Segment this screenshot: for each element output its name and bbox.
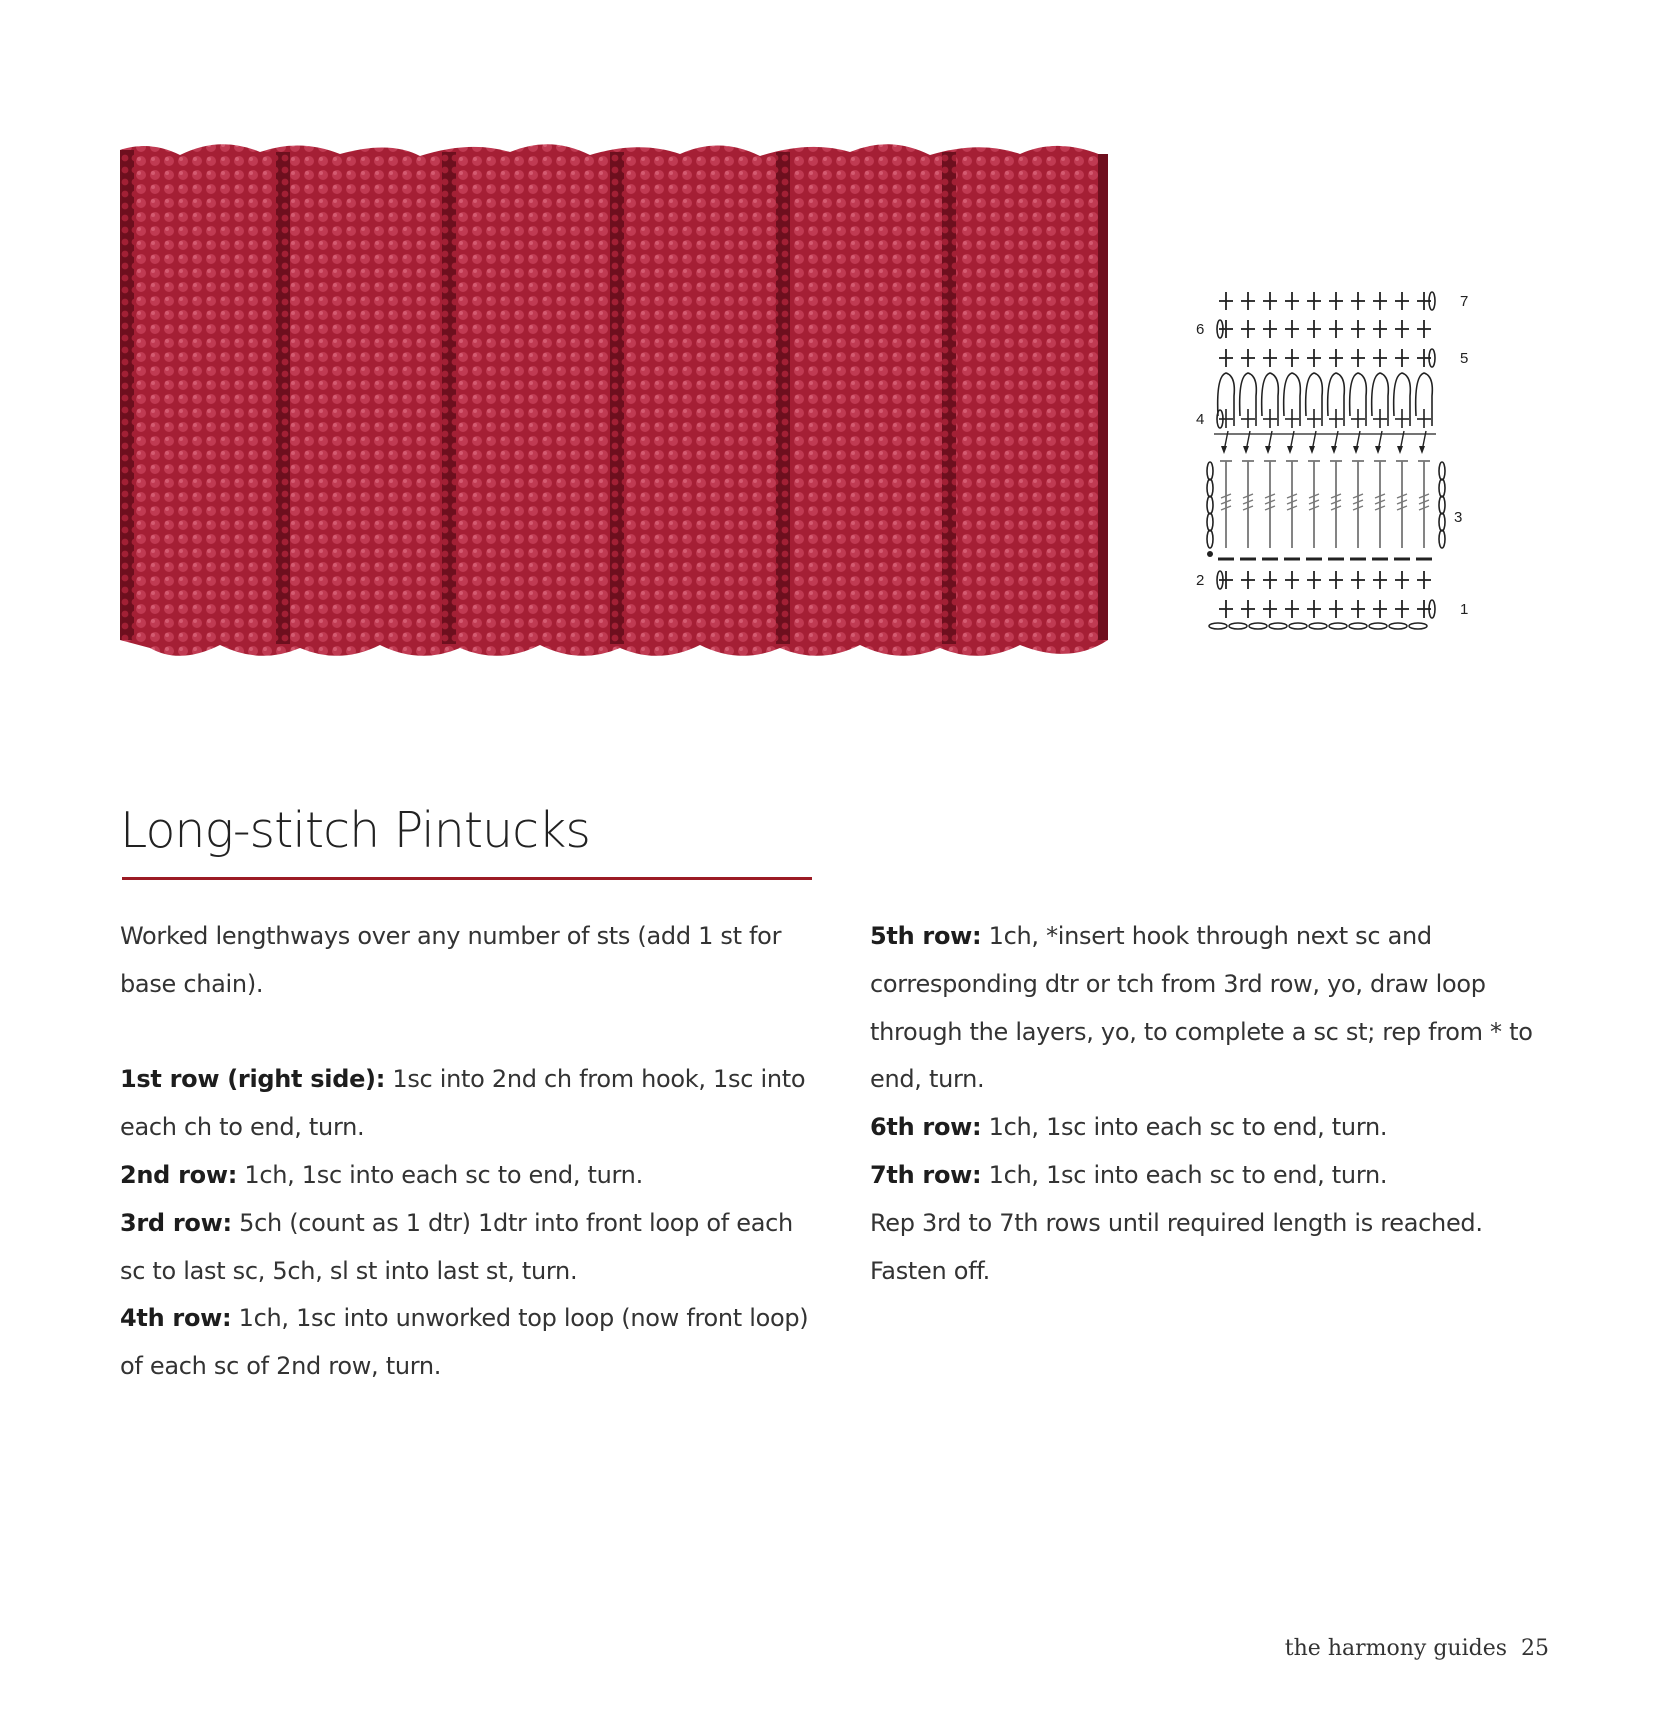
row-5-instruction [870, 913, 1545, 1104]
page-footer [1285, 1636, 1549, 1661]
insert-arrow [1309, 446, 1315, 454]
stitch-marks [1207, 292, 1445, 629]
row-7-instruction [870, 1152, 1545, 1200]
row-1-label: 1st row (right side): [120, 1065, 386, 1094]
row-number-5: 5 [1460, 350, 1469, 367]
foundation-chain [1349, 623, 1367, 629]
row-1-instruction [120, 1056, 820, 1152]
row-number-6: 6 [1196, 321, 1205, 338]
stitch-diagram [1196, 276, 1482, 646]
fasten-off-instruction: Fasten off. [870, 1256, 990, 1285]
row-4-instruction [120, 1295, 820, 1391]
foundation-chain [1269, 623, 1287, 629]
crochet-swatch-photo [120, 140, 1108, 665]
chain-stitch [1439, 462, 1445, 480]
foundation-chain [1249, 623, 1267, 629]
row-number-7: 7 [1460, 293, 1469, 310]
insert-arrow [1419, 446, 1425, 454]
right-column [870, 913, 1545, 1295]
insert-arrow [1397, 446, 1403, 454]
book-name: the harmony guides [1284, 1636, 1507, 1661]
row-number-2: 2 [1196, 572, 1205, 589]
row-2-instruction [120, 1152, 820, 1200]
page-number: 25 [1521, 1636, 1549, 1661]
row-1-text: 1sc into 2nd ch from hook, 1sc into each ch to end, turn. [120, 1065, 806, 1142]
row-6-label: 6th row: [870, 1113, 982, 1142]
foundation-chain [1309, 623, 1327, 629]
chain-stitch [1439, 530, 1445, 548]
foundation-chain [1229, 623, 1247, 629]
chain-stitch [1207, 496, 1213, 514]
insert-arrow [1331, 446, 1337, 454]
chain-stitch [1439, 513, 1445, 531]
row-5-text: 1ch, *insert hook through next sc and corresponding dtr or tch from 3rd row, yo, draw loop through the layers, yo, to complete a sc st; rep from * to end, turn. [870, 922, 1533, 1094]
insert-arrow [1221, 446, 1227, 454]
row-7-text: 1ch, 1sc into each sc to end, turn. [981, 1160, 1388, 1189]
row-number-3: 3 [1454, 509, 1463, 526]
repeat-instruction: Rep 3rd to 7th rows until required length is reached. [870, 1208, 1483, 1237]
row-2-text: 1ch, 1sc into each sc to end, turn. [237, 1160, 643, 1189]
insert-arrow [1353, 446, 1359, 454]
chain-stitch [1207, 479, 1213, 497]
chain-stitch [1207, 530, 1213, 548]
row-4-text: 1ch, 1sc into unworked top loop (now front loop) of each sc of 2nd row, turn. [120, 1304, 809, 1381]
foundation-chain [1289, 623, 1307, 629]
row-6-instruction [870, 1104, 1545, 1152]
insert-arrow [1287, 446, 1293, 454]
chain-stitch [1207, 513, 1213, 531]
left-column [120, 913, 820, 1391]
title-rule [122, 877, 812, 880]
insert-arrow [1265, 446, 1271, 454]
row-2-label: 2nd row: [120, 1160, 238, 1189]
intro-text: Worked lengthways over any number of sts (add 1 st for base chain). [120, 922, 782, 998]
foundation-chain [1369, 623, 1387, 629]
slip-stitch [1207, 551, 1213, 557]
row-3-label: 3rd row: [120, 1208, 232, 1237]
chain-stitch [1439, 479, 1445, 497]
insert-arrow [1243, 446, 1249, 454]
chain-stitch [1439, 496, 1445, 514]
row-3-instruction [120, 1200, 820, 1296]
page-title: Long-stitch Pintucks [120, 802, 590, 859]
row-number-4: 4 [1196, 411, 1205, 428]
insert-arrow [1375, 446, 1381, 454]
foundation-chain [1209, 623, 1227, 629]
foundation-chain [1409, 623, 1427, 629]
foundation-chain [1329, 623, 1347, 629]
row-6-text: 1ch, 1sc into each sc to end, turn. [981, 1113, 1388, 1142]
row-7-label: 7th row: [870, 1160, 982, 1189]
row-3-text: 5ch (count as 1 dtr) 1dtr into front loop of each sc to last sc, 5ch, sl st into last st, turn. [120, 1208, 793, 1285]
stitch-diagram-svg [1196, 276, 1482, 646]
row-5-label: 5th row: [870, 922, 982, 950]
foundation-chain [1389, 623, 1407, 629]
row-number-1: 1 [1460, 601, 1469, 618]
row-4-label: 4th row: [120, 1304, 232, 1333]
chain-stitch [1207, 462, 1213, 480]
